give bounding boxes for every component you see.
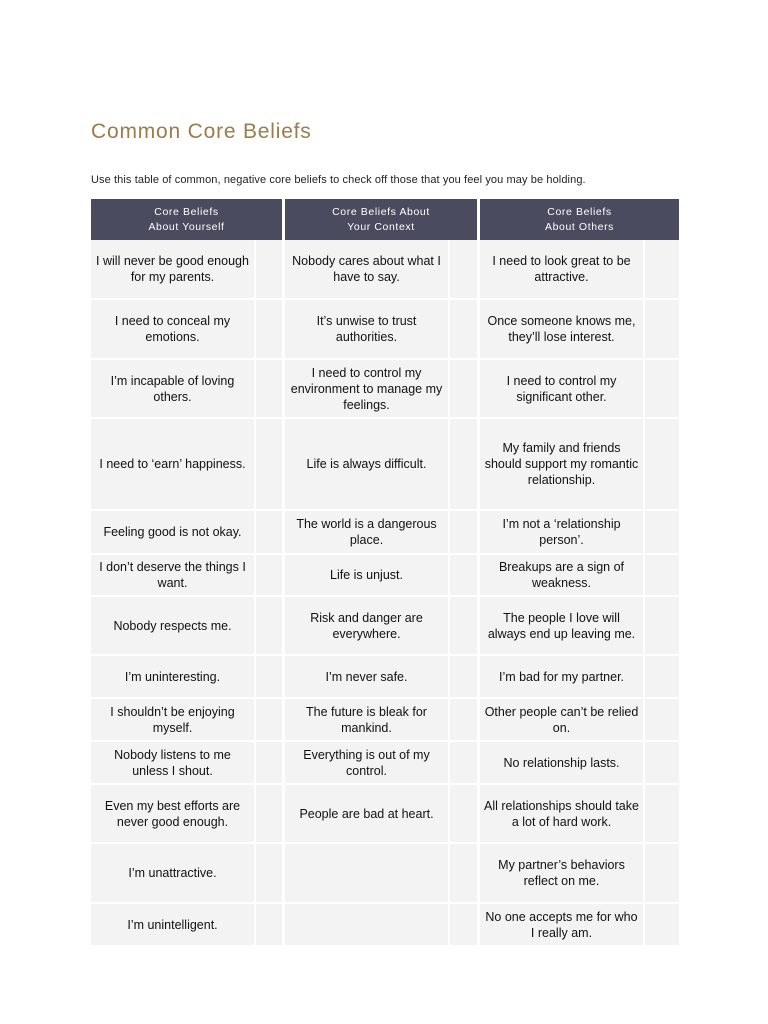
belief-context: The future is bleak for mankind. xyxy=(285,699,448,742)
checkbox-others[interactable] xyxy=(643,844,679,904)
belief-yourself: I’m unattractive. xyxy=(91,844,254,904)
belief-yourself: I don’t deserve the things I want. xyxy=(91,555,254,597)
checkbox-others[interactable] xyxy=(643,419,679,511)
table-row xyxy=(91,699,679,742)
checkbox-others[interactable] xyxy=(643,240,679,300)
checkbox-context[interactable] xyxy=(448,844,480,904)
checkbox-yourself[interactable] xyxy=(254,844,285,904)
table-row xyxy=(91,300,679,360)
checkbox-context[interactable] xyxy=(448,904,480,947)
checkbox-context[interactable] xyxy=(448,360,480,419)
belief-others: Once someone knows me, they’ll lose interest. xyxy=(480,300,643,360)
checkbox-yourself[interactable] xyxy=(254,419,285,511)
checkbox-context[interactable] xyxy=(448,656,480,699)
table-row xyxy=(91,419,679,511)
belief-others: My partner’s behaviors reflect on me. xyxy=(480,844,643,904)
table-row xyxy=(91,360,679,419)
table-row xyxy=(91,597,679,656)
checkbox-others[interactable] xyxy=(643,699,679,742)
table-row xyxy=(91,904,679,947)
belief-others: My family and friends should support my romantic relationship. xyxy=(480,419,643,511)
belief-context: It’s unwise to trust authorities. xyxy=(285,300,448,360)
belief-context xyxy=(285,904,448,947)
header-line: About Yourself xyxy=(148,220,225,233)
belief-others: No one accepts me for who I really am. xyxy=(480,904,643,947)
belief-others: I need to look great to be attractive. xyxy=(480,240,643,300)
belief-context: Life is always difficult. xyxy=(285,419,448,511)
belief-yourself: I’m unintelligent. xyxy=(91,904,254,947)
belief-context: Nobody cares about what I have to say. xyxy=(285,240,448,300)
belief-yourself: I need to conceal my emotions. xyxy=(91,300,254,360)
checkbox-yourself[interactable] xyxy=(254,597,285,656)
checkbox-context[interactable] xyxy=(448,699,480,742)
checkbox-context[interactable] xyxy=(448,555,480,597)
header-your-context xyxy=(285,199,480,240)
belief-context xyxy=(285,844,448,904)
intro-text: Use this table of common, negative core beliefs to check off those that you feel you may be holding. xyxy=(91,174,586,186)
belief-others: Breakups are a sign of weakness. xyxy=(480,555,643,597)
belief-others: I’m bad for my partner. xyxy=(480,656,643,699)
belief-yourself: Nobody listens to me unless I shout. xyxy=(91,742,254,785)
belief-context: I need to control my environment to manage my feelings. xyxy=(285,360,448,419)
belief-others: I’m not a ‘relationship person’. xyxy=(480,511,643,555)
checkbox-context[interactable] xyxy=(448,785,480,844)
checkbox-yourself[interactable] xyxy=(254,240,285,300)
checkbox-context[interactable] xyxy=(448,240,480,300)
table-row xyxy=(91,555,679,597)
header-about-others xyxy=(480,199,679,240)
belief-yourself: Even my best efforts are never good enough. xyxy=(91,785,254,844)
checkbox-yourself[interactable] xyxy=(254,904,285,947)
checkbox-others[interactable] xyxy=(643,360,679,419)
table-row xyxy=(91,785,679,844)
belief-yourself: I will never be good enough for my parents. xyxy=(91,240,254,300)
belief-others: The people I love will always end up leaving me. xyxy=(480,597,643,656)
checkbox-yourself[interactable] xyxy=(254,699,285,742)
checkbox-yourself[interactable] xyxy=(254,360,285,419)
checkbox-others[interactable] xyxy=(643,742,679,785)
table-row xyxy=(91,240,679,300)
checkbox-others[interactable] xyxy=(643,656,679,699)
checkbox-others[interactable] xyxy=(643,555,679,597)
belief-context: Risk and danger are everywhere. xyxy=(285,597,448,656)
checkbox-context[interactable] xyxy=(448,597,480,656)
checkbox-others[interactable] xyxy=(643,785,679,844)
header-about-yourself xyxy=(91,199,285,240)
belief-yourself: I need to ‘earn’ happiness. xyxy=(91,419,254,511)
table-row xyxy=(91,844,679,904)
checkbox-context[interactable] xyxy=(448,742,480,785)
checkbox-context[interactable] xyxy=(448,419,480,511)
table-row xyxy=(91,656,679,699)
belief-others: All relationships should take a lot of hard work. xyxy=(480,785,643,844)
belief-others: No relationship lasts. xyxy=(480,742,643,785)
checkbox-yourself[interactable] xyxy=(254,656,285,699)
checkbox-yourself[interactable] xyxy=(254,300,285,360)
belief-yourself: I shouldn’t be enjoying myself. xyxy=(91,699,254,742)
header-line: Your Context xyxy=(347,220,415,233)
header-line: About Others xyxy=(544,220,615,233)
belief-yourself: I’m incapable of loving others. xyxy=(91,360,254,419)
belief-context: Life is unjust. xyxy=(285,555,448,597)
checkbox-context[interactable] xyxy=(448,511,480,555)
checkbox-yourself[interactable] xyxy=(254,555,285,597)
checkbox-yourself[interactable] xyxy=(254,785,285,844)
belief-context: The world is a dangerous place. xyxy=(285,511,448,555)
header-line: Core Beliefs xyxy=(154,205,219,218)
header-line: Core Beliefs xyxy=(547,205,612,218)
header-line: Core Beliefs About xyxy=(332,205,430,218)
checkbox-others[interactable] xyxy=(643,511,679,555)
belief-context: Everything is out of my control. xyxy=(285,742,448,785)
checkbox-yourself[interactable] xyxy=(254,742,285,785)
checkbox-yourself[interactable] xyxy=(254,511,285,555)
belief-context: People are bad at heart. xyxy=(285,785,448,844)
belief-yourself: Feeling good is not okay. xyxy=(91,511,254,555)
belief-others: Other people can’t be relied on. xyxy=(480,699,643,742)
belief-context: I’m never safe. xyxy=(285,656,448,699)
checkbox-context[interactable] xyxy=(448,300,480,360)
checkbox-others[interactable] xyxy=(643,300,679,360)
belief-others: I need to control my significant other. xyxy=(480,360,643,419)
checkbox-others[interactable] xyxy=(643,597,679,656)
core-beliefs-table xyxy=(91,199,679,947)
table-header-row xyxy=(91,199,679,240)
table-row xyxy=(91,511,679,555)
table-body xyxy=(91,240,679,947)
belief-yourself: I’m uninteresting. xyxy=(91,656,254,699)
table-row xyxy=(91,742,679,785)
belief-yourself: Nobody respects me. xyxy=(91,597,254,656)
page-title: Common Core Beliefs xyxy=(91,120,312,143)
checkbox-others[interactable] xyxy=(643,904,679,947)
